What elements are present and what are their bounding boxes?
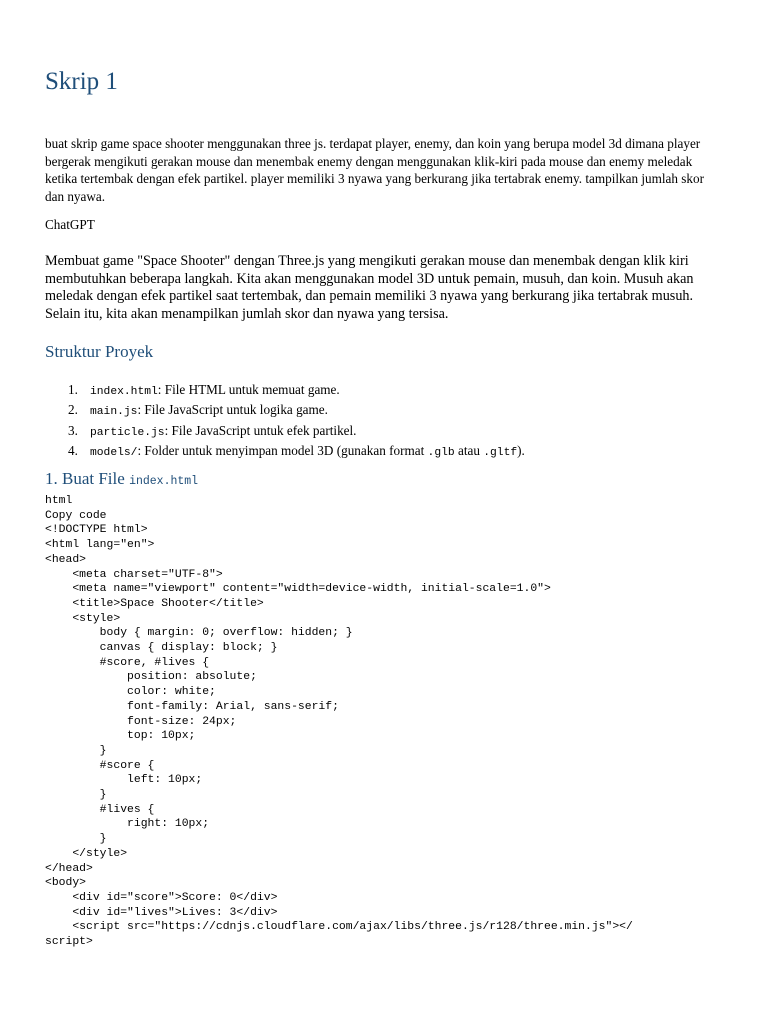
file-description: : File HTML untuk memuat game.: [157, 382, 340, 397]
document-title: Skrip 1: [45, 68, 118, 95]
list-item: [45, 422, 525, 442]
section-heading-buat-file: [45, 469, 198, 489]
file-description-connector: atau: [454, 442, 484, 458]
file-description: : File JavaScript untuk efek partikel.: [164, 422, 357, 438]
file-description: : File JavaScript untuk logika game.: [137, 402, 328, 418]
file-name-code: models/: [90, 446, 138, 459]
format-code-glb: .glb: [427, 446, 455, 459]
list-item: [45, 381, 525, 401]
assistant-answer: Membuat game "Space Shooter" dengan Three.js yang mengikuti gerakan mouse dan menembak dengan klik kiri membutuhkan beberapa langkah. Kita akan menggunakan model 3D untuk pemain, musuh, dan koin. Musuh akan meledak dengan efek partikel saat tertembak, dan pemain memiliki 3 nyawa yang berkurang jika tertabrak musuh. Selain itu, kita akan menampilkan jumlah skor dan nyawa yang tersisa.: [45, 253, 694, 322]
section-heading-code: index.html: [129, 475, 199, 488]
list-number: 2.: [68, 402, 78, 418]
file-description: : Folder untuk menyimpan model 3D (gunakan format: [137, 442, 428, 458]
list-number: 3.: [68, 422, 78, 438]
speaker-label: ChatGPT: [45, 217, 95, 232]
list-item: [45, 442, 525, 462]
file-name-code: index.html: [90, 386, 158, 398]
file-name-code: main.js: [90, 406, 138, 419]
code-block[interactable]: html Copy code <!DOCTYPE html> <html lang="en"> <head> <meta charset="UTF-8"> <meta name="viewport" content="width=device-width, initial-scale=1.0"> <title>Space Shooter</title> <style> body { margin: 0; overflow: hidden; } canvas { display: block; } #score, #lives { position: absolute; color: white; font-family: Arial, sans-serif; font-size: 24px; top: 10px; } #score { left: 10px; } #lives { right: 10px; } </style> </head> <body> <div id="score">Score: 0</div> <div id="lives">Lives: 3</div> <script src="https://cdnjs.cloudflare.com/ajax/libs/three.js/r128/three.min.js"></ script>: [45, 495, 633, 949]
list-item: [45, 401, 525, 421]
list-number: 4.: [68, 442, 78, 458]
list-number: 1.: [68, 382, 78, 397]
format-code-gltf: .gltf: [483, 446, 518, 459]
project-file-list: [45, 381, 525, 462]
section-heading-struktur: Struktur Proyek: [45, 342, 154, 361]
user-prompt: buat skrip game space shooter menggunakan three js. terdapat player, enemy, dan koin yang berupa model 3d dimana player bergerak mengikuti gerakan mouse dan menembak enemy dengan menggunakan klik-kiri pada mouse dan enemy meledak ketika tertembak dengan efek partikel. player memiliki 3 nyawa yang berkurang jika tertabrak enemy. tampilkan jumlah skor dan nyawa.: [45, 136, 705, 204]
file-description-end: ).: [517, 442, 525, 458]
section-heading-text: 1. Buat File: [45, 469, 130, 488]
file-name-code: particle.js: [90, 426, 165, 439]
